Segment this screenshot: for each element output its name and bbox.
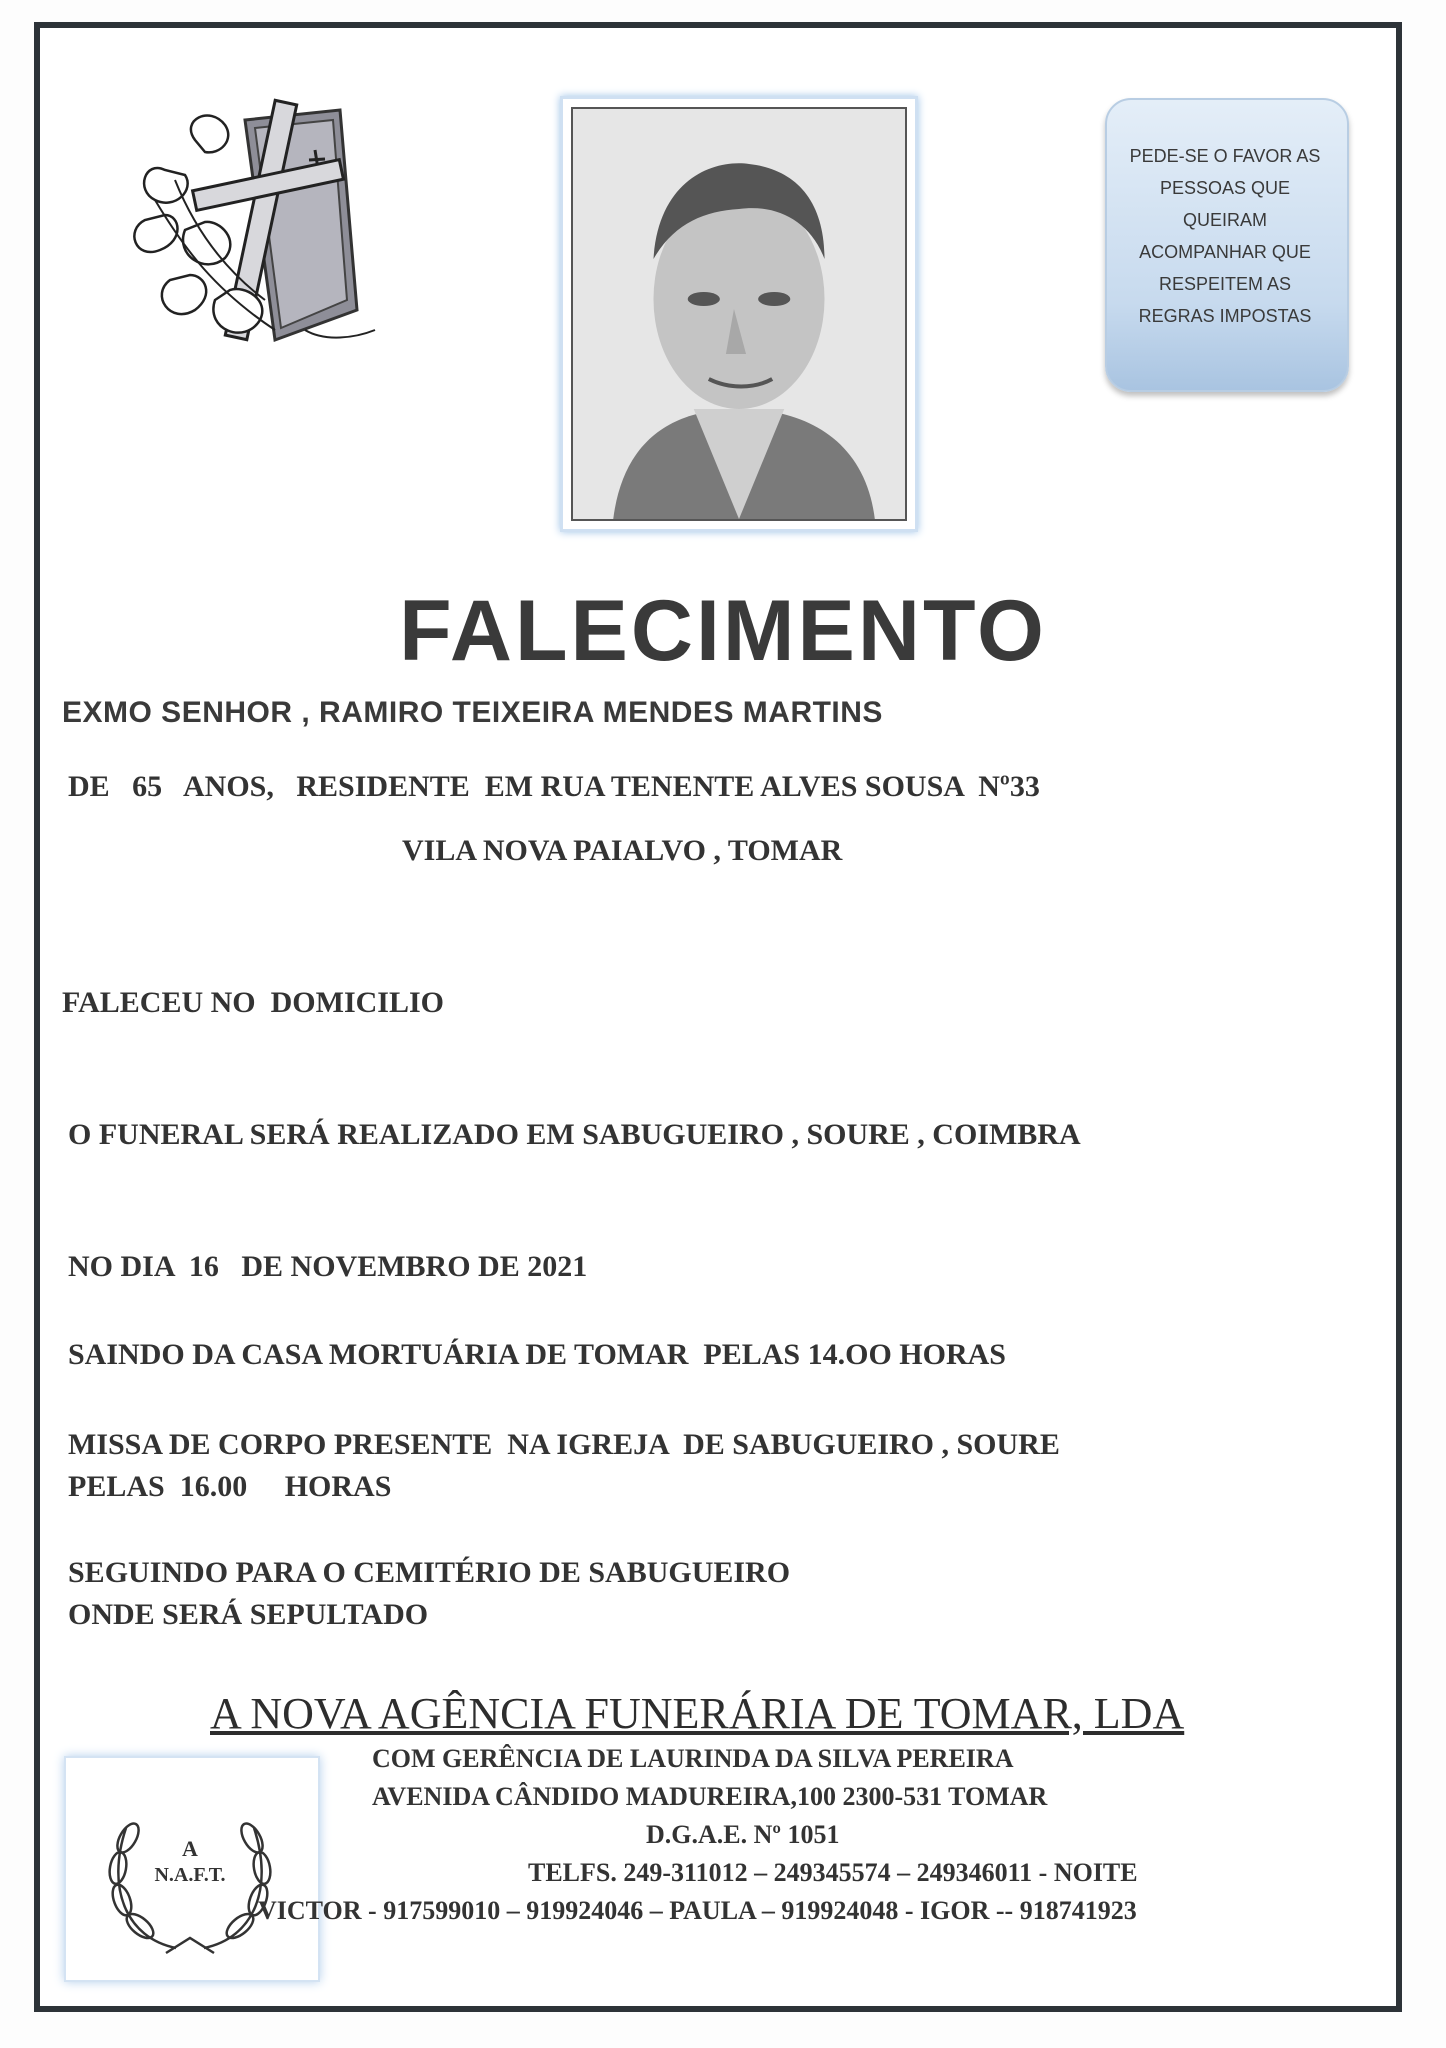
agency-management: COM GERÊNCIA DE LAURINDA DA SILVA PEREIRA xyxy=(372,1744,1014,1773)
logo-letter: A xyxy=(182,1836,198,1861)
departure-info: SAINDO DA CASA MORTUÁRIA DE TOMAR PELAS 14.OO HORAS xyxy=(68,1338,1006,1371)
funeral-place: O FUNERAL SERÁ REALIZADO EM SABUGUEIRO , SOURE , COIMBRA xyxy=(68,1118,1081,1151)
mass-info-line2: PELAS 16.00 HORAS xyxy=(68,1470,392,1503)
logo-initials: N.A.F.T. xyxy=(154,1864,226,1886)
age-residence: DE 65 ANOS, RESIDENTE EM RUA TENENTE ALVES SOUSA Nº33 xyxy=(68,770,1040,803)
cross-lily-icon xyxy=(125,80,385,360)
funeral-date: NO DIA 16 DE NOVEMBRO DE 2021 xyxy=(68,1250,588,1283)
portrait-photo xyxy=(560,96,918,532)
notice-text: PEDE-SE O FAVOR AS PESSOAS QUE QUEIRAM ACOMPANHAR QUE RESPEITEM AS REGRAS IMPOSTAS xyxy=(1129,146,1321,326)
agency-logo xyxy=(64,1756,320,1982)
agency-name: A NOVA AGÊNCIA FUNERÁRIA DE TOMAR, LDA xyxy=(210,1689,1185,1738)
burial-info-line2: ONDE SERÁ SEPULTADO xyxy=(68,1598,429,1631)
agency-dgae: D.G.A.E. Nº 1051 xyxy=(646,1820,840,1849)
agency-address: AVENIDA CÂNDIDO MADUREIRA,100 2300-531 TOMAR xyxy=(372,1782,1048,1811)
deceased-name: EXMO SENHOR , RAMIRO TEIXEIRA MENDES MARTINS xyxy=(62,696,883,729)
death-place: FALECEU NO DOMICILIO xyxy=(62,986,444,1019)
agency-contacts: VICTOR - 917599010 – 919924046 – PAULA – 919924048 - IGOR -- 918741923 xyxy=(258,1896,1137,1925)
mass-info-line1: MISSA DE CORPO PRESENTE NA IGREJA DE SABUGUEIRO , SOURE xyxy=(68,1428,1060,1461)
burial-info-line1: SEGUINDO PARA O CEMITÉRIO DE SABUGUEIRO xyxy=(68,1556,791,1589)
person-portrait-icon xyxy=(573,109,905,519)
locality: VILA NOVA PAIALVO , TOMAR xyxy=(402,834,843,867)
page-title: FALECIMENTO xyxy=(399,583,1047,679)
notice-box xyxy=(1105,98,1345,388)
agency-phones: TELFS. 249-311012 – 249345574 – 249346011 - NOITE xyxy=(528,1858,1138,1887)
